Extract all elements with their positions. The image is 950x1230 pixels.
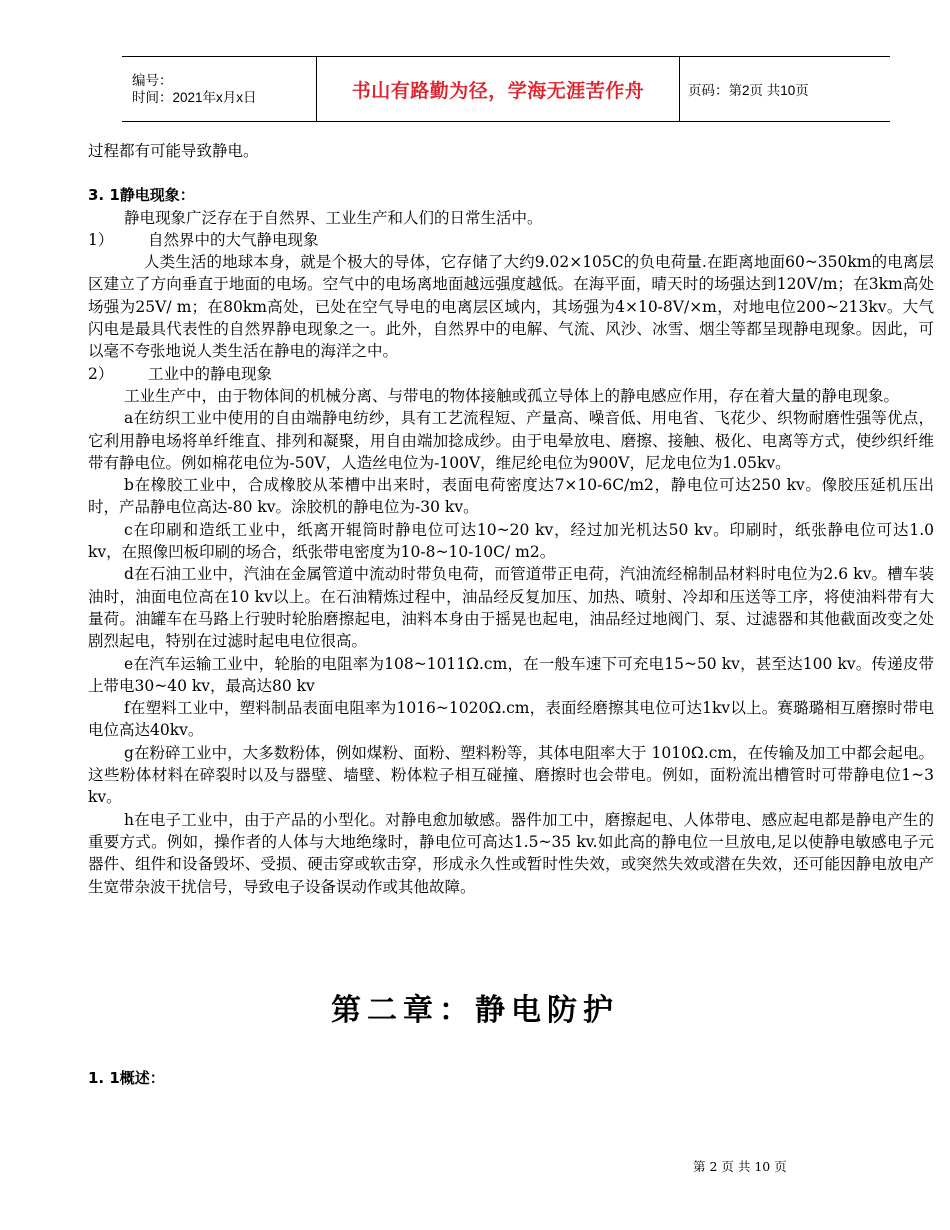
paragraph-a: a在纺织工业中使用的自由端静电纺纱，具有工艺流程短、产量高、噪音低、用电省、飞花少、织物耐磨性强等优点，它利用静电场将单纤维直、排列和凝聚，用自由端加捻成纱。由于电晕放电、磨擦、接触、极化、电离等方式，使纱织纤维带有静电位。例如棉花电位为-50V，人造丝电位为-100V，维尼纶电位为900V，尼龙电位为1.05kv。 <box>88 409 934 472</box>
paragraph-g: g在粉碎工业中，大多数粉体，例如煤粉、面粉、塑料粉等，其体电阻率大于 1010Ω.cm，在传输及加工中都会起电。这些粉体材料在碎裂时以及与器壁、墙壁、粉体粒子相互碰撞、磨擦时也会带电。例如，面粉流出槽管时可带静电位1~3 kv。 <box>88 743 934 807</box>
list-number: 1） <box>88 230 114 249</box>
paragraph-h: h在电子工业中，由于产品的小型化。对静电愈加敏感。器件加工中，磨擦起电、人体带电、感应起电都是静电产生的重要方式。例如，操作者的人体与大地绝缘时，静电位可高达1.5~35 kv.如此高的静电位一旦放电,足以使静电敏感电子元器件、组件和设备毁坏、受损、硬击穿或软击穿，形成永久性或暂时性失效，或突然失效或潜在失效，还可能因静电放电产生宽带杂波干扰信号，导致电子设备误动作或其他故障。 <box>88 810 934 896</box>
paragraph-c: c在印刷和造纸工业中，纸离开辊筒时静电位可达10~20 kv，经过加光机达50 kv。印刷时，纸张静电位可达1.0 kv，在照像凹板印刷的场合，纸张带电密度为10-8~10-10C/ m2。 <box>88 520 934 562</box>
chapter-title: 第二章：静电防护 <box>331 993 619 1028</box>
paragraph-e: e在汽车运输工业中，轮胎的电阻率为108~1011Ω.cm，在一般车速下可充电15~50 kv，甚至达100 kv。传递皮带上带电30~40 kv，最高达80 kv <box>88 654 934 695</box>
header-motto: 书山有路勤为径，学海无涯苦作舟 <box>316 57 680 121</box>
paragraph-d: d在石油工业中，汽油在金属管道中流动时带负电荷，而管道带正电荷，汽油流经棉制品材料时电位为2.6 kv。槽车装油时，油面电位高在10 kv以上。在石油精炼过程中，油品经反复加压、加热、喷射、冷却和压送等工序，将使油料带有大量荷。油罐车在马路上行驶时轮胎磨擦起电，油料本身由于摇晃也起电，油品经过地阀门、泵、过滤器和其他截面改变之处剧烈起电，特别在过滤时起电电位很高。 <box>88 565 934 651</box>
overview-heading: 1. 1概述： <box>88 1069 165 1087</box>
document-body <box>88 140 934 898</box>
paragraph-b: b在橡胶工业中，合成橡胶从苯槽中出来时，表面电荷密度达7×10-6C/m2，静电位可达250 kv。像胶压延机压出时，产品静电位高达-80 kv。涂胶机的静电位为-30 kv。 <box>88 476 934 517</box>
header-number-label: 编号： <box>132 73 173 88</box>
header-time-label: 时间：2021年x月x日 <box>132 90 257 105</box>
list-item-title: 自然界中的大气静电现象 <box>148 230 319 249</box>
paragraph-industry: 工业生产中，由于物体间的机械分离、与带电的物体接触或孤立导体上的静电感应作用，存在着大量的静电现象。 <box>124 386 900 405</box>
paragraph-f: f在塑料工业中，塑料制品表面电阻率为1016~1020Ω.cm，表面经磨擦其电位可达1kv以上。赛璐璐相互磨擦时带电电位高达40kv。 <box>88 699 934 740</box>
list-number: 2） <box>88 364 114 383</box>
header-meta <box>122 57 316 121</box>
section-intro-paragraph: 静电现象广泛存在于自然界、工业生产和人们的日常生活中。 <box>124 208 543 227</box>
page-header <box>122 56 890 122</box>
intro-paragraph: 过程都有可能导致静电。 <box>88 142 259 160</box>
list-item-title: 工业中的静电现象 <box>148 364 273 383</box>
list-item-nature <box>88 229 934 251</box>
list-item-industry <box>88 363 934 385</box>
paragraph-nature: 人类生活的地球本身，就是个极大的导体，它存储了大约9.02×105C的负电荷量.在距离地面60~350km的电离层区建立了方向垂直于地面的电场。空气中的电场离地面越远强度越低。在海平面，晴天时的场强达到120V/m；在3km高处场强为25V/ m；在80km高处，已处在空气导电的电离层区域内，其场强为4×10-8V/×m，对地电位200~213kv。大气闪电是最具代表性的自然界静电现象之一。此外，自然界中的电解、气流、风沙、冰雪、烟尘等都呈现静电现象。因此，可以毫不夸张地说人类生活在静电的海洋之中。 <box>88 253 934 361</box>
header-page-label: 页码：第2页 共10页 <box>688 83 809 98</box>
footer-page-number: 第 2 页 共 10 页 <box>693 1159 787 1174</box>
section-heading: 3. 1静电现象： <box>88 186 195 205</box>
